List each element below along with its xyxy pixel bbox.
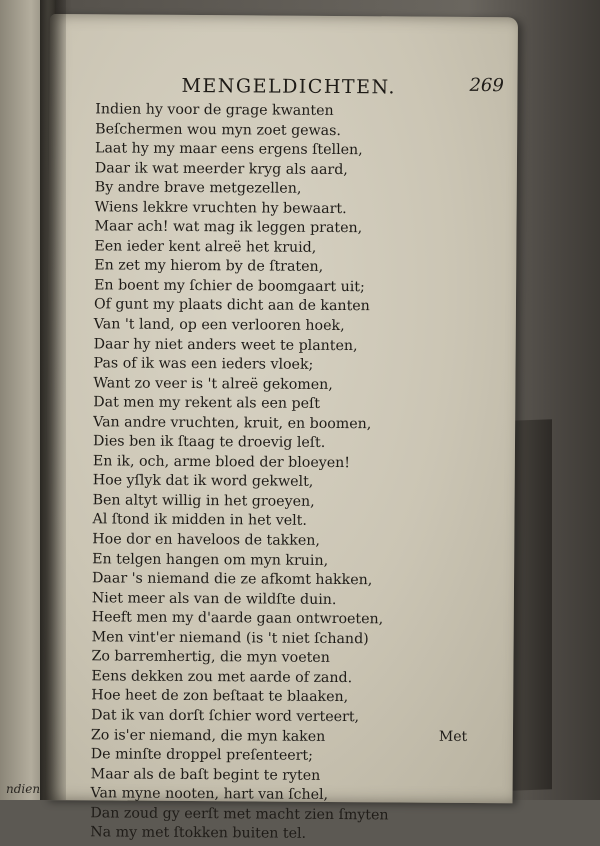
spine-shadow — [40, 0, 66, 800]
poem-line: Zo is'er niemand, die myn kaken — [90, 726, 326, 745]
poem-line: Zo barremhertig, die myn voeten — [91, 648, 330, 667]
poem-line: Dan zoud gy eerſt met macht zien ſmyten — [90, 804, 389, 824]
poem-line: Daar hy niet anders weet te planten, — [93, 335, 358, 354]
poem-line: Al ſtond ik midden in het velt. — [92, 511, 307, 530]
poem-line: Dat men my rekent als een peſt — [93, 394, 321, 413]
book-cover-edge — [510, 419, 552, 790]
poem-line: Dies ben ik ſtaag te droevig leſt. — [92, 433, 326, 452]
poem-line: En zet my hierom by de ſtraten, — [94, 257, 324, 276]
poem-line: Niet meer als van de wildſte duin. — [91, 589, 337, 608]
page-number: 269 — [469, 74, 504, 97]
poem-line: Hoe yſlyk dat ik word gekwelt, — [92, 472, 314, 491]
poem-line: En boent my ſchier de boomgaart uit; — [94, 277, 365, 296]
poem-line: Een ieder kent alreë het kruid, — [94, 238, 317, 256]
poem-line: Heeft men my d'aarde gaan ontwroeten, — [91, 609, 384, 628]
poem-line: Of gunt my plaats dicht aan de kanten — [93, 296, 370, 315]
poem-line: Eens dekken zou met aarde of zand. — [91, 668, 353, 686]
poem-line: Daar 's niemand die ze afkomt hakken, — [92, 570, 373, 589]
poem-line: Want zo veer is 't alreë gekomen, — [93, 374, 333, 393]
poem-line: En telgen hangen om myn kruin, — [92, 550, 329, 569]
poem-line: By andre brave metgezellen, — [94, 179, 302, 197]
poem-line: Beſchermen wou myn zoet gewas. — [95, 120, 342, 139]
poem-line: Wiens lekkre vruchten hy bewaart. — [94, 199, 347, 217]
left-page-fragment: ndien — [6, 782, 41, 796]
poem-line: Dat ik van dorſt ſchier word verteert, — [91, 707, 360, 726]
poem-line: Van 't land, op een verlooren hoek, — [93, 316, 345, 335]
poem-line: Men vint'er niemand (is 't niet ſchand) — [91, 629, 369, 648]
running-title: MENGELDICHTEN. — [181, 74, 397, 99]
poem-line: En ik, och, arme bloed der bloeyen! — [92, 453, 351, 471]
poem-line: Ben altyt willig in het groeyen, — [92, 492, 315, 510]
catchword: Met — [438, 728, 468, 745]
poem-line: Maar ach! wat mag ik leggen praten, — [94, 218, 363, 237]
poem-line: Van myne nooten, hart van ſchel, — [90, 785, 329, 804]
poem-line: Pas of ik was een ieders vloek; — [93, 355, 314, 373]
poem-line: Maar als de baſt begint te ryten — [90, 765, 321, 784]
poem-line: De minſte droppel preſenteert; — [90, 746, 313, 764]
book-page — [45, 14, 518, 843]
poem-line: Laat hy my maar eens ergens ſtellen, — [95, 140, 363, 159]
poem-line: Van andre vruchten, kruit, en boomen, — [93, 414, 372, 433]
poem-line: Daar ik wat meerder kryg als aard, — [94, 159, 348, 178]
poem-line: Hoe heet de zon beſtaat te blaaken, — [91, 687, 349, 706]
poem-line: Indien hy voor de grage kwanten — [95, 101, 334, 119]
poem-line: Na my met ſtokken buiten tel. — [90, 824, 307, 843]
poem-line: Hoe dor en haveloos de takken, — [92, 531, 320, 549]
